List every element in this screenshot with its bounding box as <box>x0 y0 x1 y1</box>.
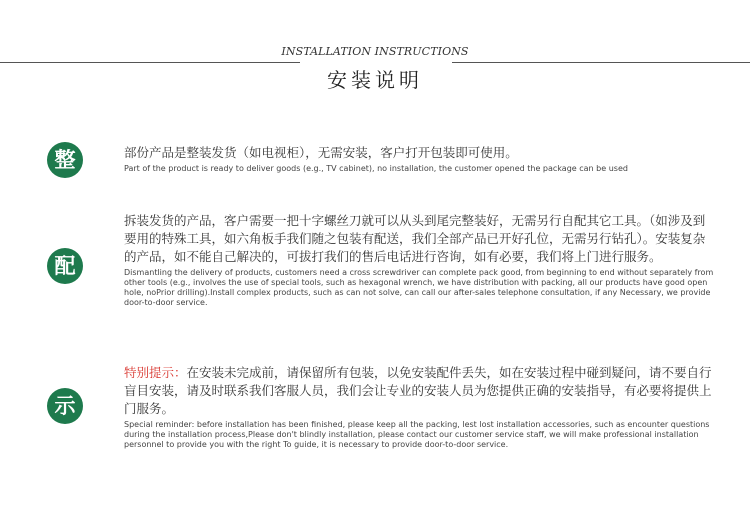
section-text-cn <box>124 364 714 418</box>
page-title: 安装说明 <box>327 68 423 92</box>
header-rule-left <box>0 62 300 63</box>
section-text-cn: 拆装发货的产品，客户需要一把十字螺丝刀就可以从头到尾完整装好，无需另行自配其它工具。（如涉及到要用的特殊工具，如六角板手我们随之包装有配送，我们全部产品已开好孔位，无需另行钻孔）。安装复杂的产品，如不能自己解决的，可拔打我们的售后电话进行咨询，如有必要，我们将上门进行服务。 <box>124 213 706 264</box>
section-text-en: Dismantling the delivery of products, customers need a cross screwdriver can complete pack good, from beginning to end without separately from other tools (e.g., involves the use of special tools, such as hexagonal wrench, we have distribution with packing, all our products have good open hole, noPrior drilling).Install complex products, such as can not solve, can call our after-sales telephone consultation, if any Necessary, we provide door-to-door service. <box>124 268 714 307</box>
section-text-en: Part of the product is ready to deliver goods (e.g., TV cabinet), no installation, the customer opened the package can be used <box>124 164 628 173</box>
header-rule-right <box>452 62 750 63</box>
section-content <box>124 144 714 174</box>
section-content <box>124 364 714 450</box>
reminder-label: 特别提示： <box>124 365 187 380</box>
badge-shi: 示 <box>47 388 83 424</box>
section-text-en: Special reminder: before installation has been finished, please keep all the packing, lest lost installation accessories, such as encounter questions during the installation process,Please don't blindly installation, please contact our customer service staff, we will make professional installation personnel to provide you with the right To guide, it is necessary to provide door-to-door service. <box>124 420 710 449</box>
header <box>0 40 750 100</box>
badge-pei: 配 <box>47 248 83 284</box>
section-content <box>124 212 714 308</box>
header-subtitle: INSTALLATION INSTRUCTIONS <box>281 45 469 58</box>
badge-zheng: 整 <box>47 142 83 178</box>
reminder-text: 在安装未完成前，请保留所有包装，以免安装配件丢失，如在安装过程中碰到疑问，请不要自行盲目安装，请及时联系我们客服人员，我们会让专业的安装人员为您提供正确的安装指导，有必要将提供上门服务。 <box>124 365 712 416</box>
section-text-cn: 部份产品是整装发货（如电视柜），无需安装，客户打开包装即可使用。 <box>124 145 518 160</box>
